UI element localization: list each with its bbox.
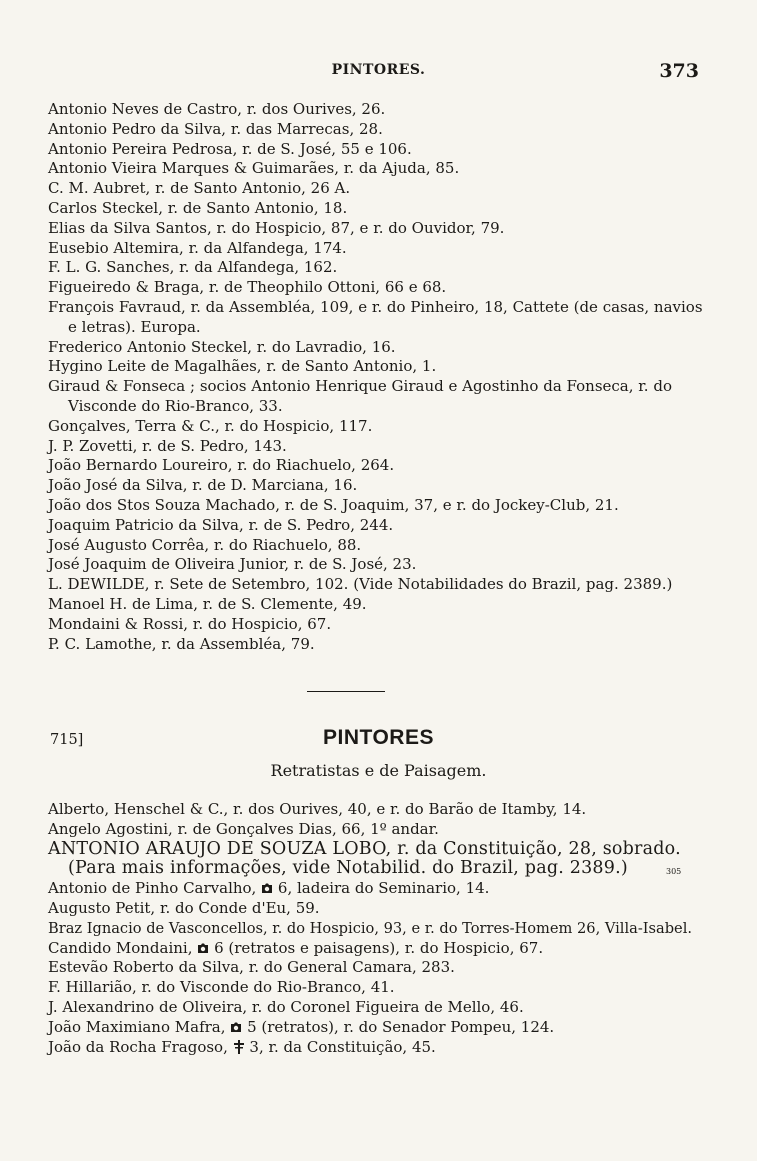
- list-item: [48, 919, 703, 939]
- list-item: [48, 1038, 703, 1058]
- list-item: [48, 800, 703, 820]
- list-item: [48, 939, 703, 959]
- entry-text: Alberto, Henschel & C., r. dos Ourives, 40, e r. do Barão de Itamby, 14.: [48, 800, 587, 818]
- section-subtitle: Retratistas e de Paisagem.: [270, 761, 487, 780]
- list-item: Antonio Pedro da Silva, r. das Marrecas, 28.: [48, 119, 383, 138]
- list-item: João Bernardo Loureiro, r. do Riachuelo, 264.: [48, 456, 395, 475]
- list-item: [48, 899, 703, 919]
- list-item: L. DEWILDE, r. Sete de Setembro, 102. (Vide Notabilidades do Brazil, pag. 2389.): [48, 575, 673, 594]
- entry-text: ANTONIO ARAUJO DE SOUZA LOBO, r. da Constituição, 28, sobrado. (Para mais informações, vide Notabilid. do Brazil, pag. 2389.): [48, 838, 681, 879]
- painters-list: [48, 100, 703, 654]
- entry-text: 3, r. da Constituição, 45.: [249, 1037, 436, 1056]
- section-title: PINTORES: [323, 726, 434, 749]
- list-item: Antonio Pereira Pedrosa, r. de S. José, 55 e 106.: [48, 139, 412, 158]
- entry-text: Candido Mondaini,: [48, 938, 193, 957]
- entry-text: João da Rocha Fragoso,: [48, 1037, 228, 1056]
- list-item: José Joaquim de Oliveira Junior, r. de S. José, 23.: [48, 555, 417, 574]
- list-item: [48, 1018, 703, 1038]
- list-item: François Favraud, r. da Assembléa, 109, e r. do Pinheiro, 18, Cattete (de casas, navios e letras). Europa.: [48, 297, 703, 336]
- list-item: [48, 998, 703, 1018]
- list-item: [48, 879, 703, 899]
- entry-text: 6, ladeira do Seminario, 14.: [277, 879, 490, 898]
- list-item: Carlos Steckel, r. de Santo Antonio, 18.: [48, 198, 348, 217]
- list-item: P. C. Lamothe, r. da Assembléa, 79.: [48, 634, 315, 653]
- list-item: Joaquim Patricio da Silva, r. de S. Pedro, 244.: [48, 515, 394, 534]
- list-item: Figueiredo & Braga, r. de Theophilo Ottoni, 66 e 68.: [48, 278, 447, 297]
- list-item: Manoel H. de Lima, r. de S. Clemente, 49.: [48, 594, 367, 613]
- entry-text: 6 (retratos e paisagens), r. do Hospicio, 67.: [214, 938, 544, 957]
- list-item: Mondaini & Rossi, r. do Hospicio, 67.: [48, 614, 332, 633]
- portrait-painters-list: [48, 800, 703, 1057]
- list-item: Gonçalves, Terra & C., r. do Hospicio, 117.: [48, 416, 373, 435]
- list-item: Antonio Neves de Castro, r. dos Ourives, 26.: [48, 100, 386, 118]
- entry-text: F. Hillarião, r. do Visconde do Rio-Branco, 41.: [48, 978, 395, 997]
- margin-note: 305: [666, 867, 682, 876]
- list-item: Frederico Antonio Steckel, r. do Lavradio, 16.: [48, 337, 396, 356]
- entry-text: Braz Ignacio de Vasconcellos, r. do Hospicio, 93, e r. do Torres-Homem 26, Villa-Isabel.: [48, 919, 693, 937]
- list-item: C. M. Aubret, r. de Santo Antonio, 26 A.: [48, 179, 351, 198]
- cross-icon: [233, 1040, 245, 1054]
- entry-text: João Maximiano Mafra,: [48, 1017, 226, 1036]
- entry-text: 5 (retratos), r. do Senador Pompeu, 124.: [247, 1017, 555, 1036]
- entry-text: Estevão Roberto da Silva, r. do General Camara, 283.: [48, 958, 455, 977]
- list-item: F. L. G. Sanches, r. da Alfandega, 162.: [48, 258, 338, 277]
- list-item: [48, 958, 703, 978]
- list-item: Giraud & Fonseca ; socios Antonio Henrique Giraud e Agostinho da Fonseca, r. do Visconde do Rio-Branco, 33.: [48, 377, 672, 415]
- list-item: [48, 820, 703, 840]
- camera-icon: [230, 1022, 242, 1033]
- camera-icon: [261, 883, 273, 894]
- list-item: João José da Silva, r. de D. Marciana, 16.: [48, 476, 358, 495]
- camera-icon: [197, 943, 209, 954]
- list-item: Hygino Leite de Magalhães, r. de Santo Antonio, 1.: [48, 357, 437, 376]
- list-item: J. P. Zovetti, r. de S. Pedro, 143.: [48, 436, 287, 455]
- list-item: Elias da Silva Santos, r. do Hospicio, 87, e r. do Ouvidor, 79.: [48, 218, 505, 237]
- entry-text: Augusto Petit, r. do Conde d'Eu, 59.: [48, 898, 320, 917]
- list-item: João dos Stos Souza Machado, r. de S. Joaquim, 37, e r. do Jockey-Club, 21.: [48, 495, 619, 514]
- page-number: 373: [659, 60, 699, 82]
- list-item: [48, 840, 703, 880]
- running-title: PINTORES.: [331, 62, 426, 78]
- section-number: 715]: [50, 732, 84, 748]
- running-head: [0, 62, 757, 86]
- list-item: José Augusto Corrêa, r. do Riachuelo, 88.: [48, 535, 362, 554]
- list-item: Eusebio Altemira, r. da Alfandega, 174.: [48, 238, 347, 257]
- section-divider: [307, 691, 385, 692]
- entry-text: Angelo Agostini, r. de Gonçalves Dias, 66, 1º andar.: [48, 819, 439, 838]
- list-item: [48, 978, 703, 998]
- entry-text: J. Alexandrino de Oliveira, r. do Coronel Figueira de Mello, 46.: [48, 997, 524, 1016]
- entry-text: Antonio de Pinho Carvalho,: [48, 879, 257, 898]
- list-item: Antonio Vieira Marques & Guimarães, r. da Ajuda, 85.: [48, 159, 460, 178]
